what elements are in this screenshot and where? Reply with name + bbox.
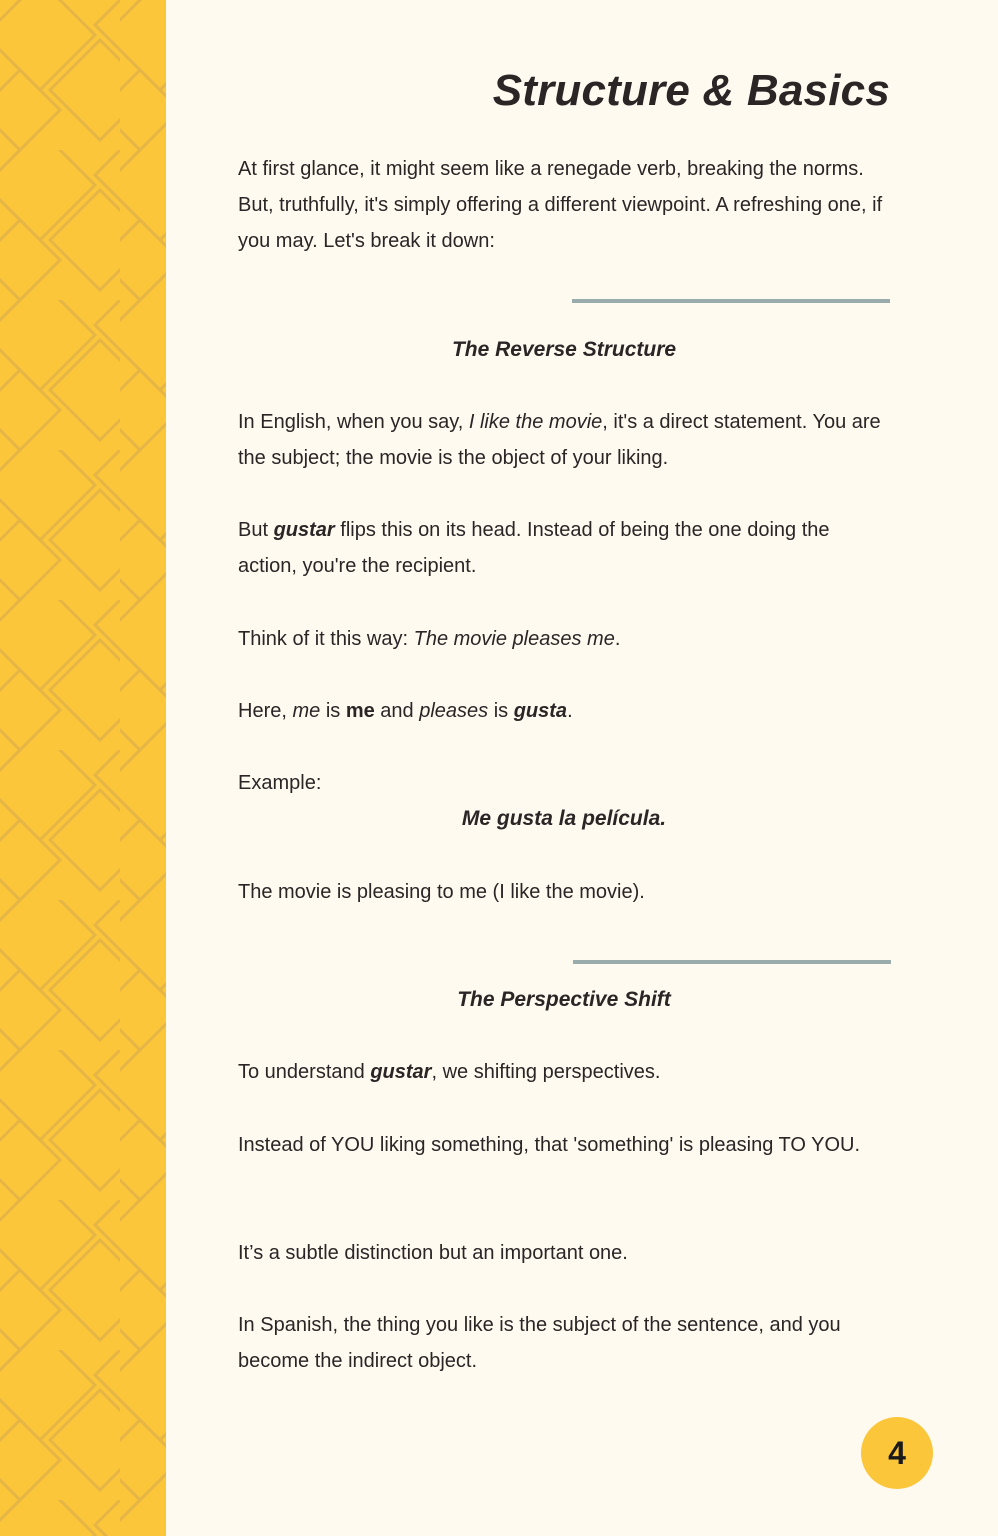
page-number-badge: 4 <box>861 1417 933 1489</box>
example-label: Example: <box>238 772 322 794</box>
paragraph-think-of-it: Think of it this way: The movie pleases me. <box>238 628 621 650</box>
paragraph-gustar-flip: But gustar flips this on its head. Instead of being the one doing the action, you're the recipient. <box>238 519 830 577</box>
paragraph-subtle-distinction: It’s a subtle distinction but an important one. <box>238 1242 628 1264</box>
example-sentence: Me gusta la película. <box>461 807 667 830</box>
section-heading-reverse-structure: The Reverse Structure <box>451 338 677 361</box>
paragraph-english-example: In English, when you say, I like the movie, it's a direct statement. You are the subject; the movie is the object of your liking. <box>238 411 881 469</box>
diamond-pattern-icon <box>0 0 166 1536</box>
section-heading-perspective-shift: The Perspective Shift <box>457 988 671 1011</box>
paragraph-instead-of-you: Instead of YOU liking something, that 'something' is pleasing TO YOU. <box>238 1134 861 1156</box>
paragraph-spanish-subject: In Spanish, the thing you like is the subject of the sentence, and you become the indirect object. <box>238 1314 841 1372</box>
section-divider <box>573 960 891 964</box>
example-translation: The movie is pleasing to me (I like the movie). <box>238 881 645 903</box>
decorative-sidebar <box>0 0 166 1536</box>
page-title: Structure & Basics <box>492 66 890 115</box>
paragraph-understand-gustar: To understand gustar, we shifting perspectives. <box>238 1061 661 1083</box>
section-divider <box>572 299 890 303</box>
paragraph-here-me: Here, me is me and pleases is gusta. <box>238 700 573 722</box>
intro-paragraph: At first glance, it might seem like a renegade verb, breaking the norms. But, truthfully, it's simply offering a different viewpoint. A refreshing one, if you may. Let's break it down: <box>238 158 883 252</box>
